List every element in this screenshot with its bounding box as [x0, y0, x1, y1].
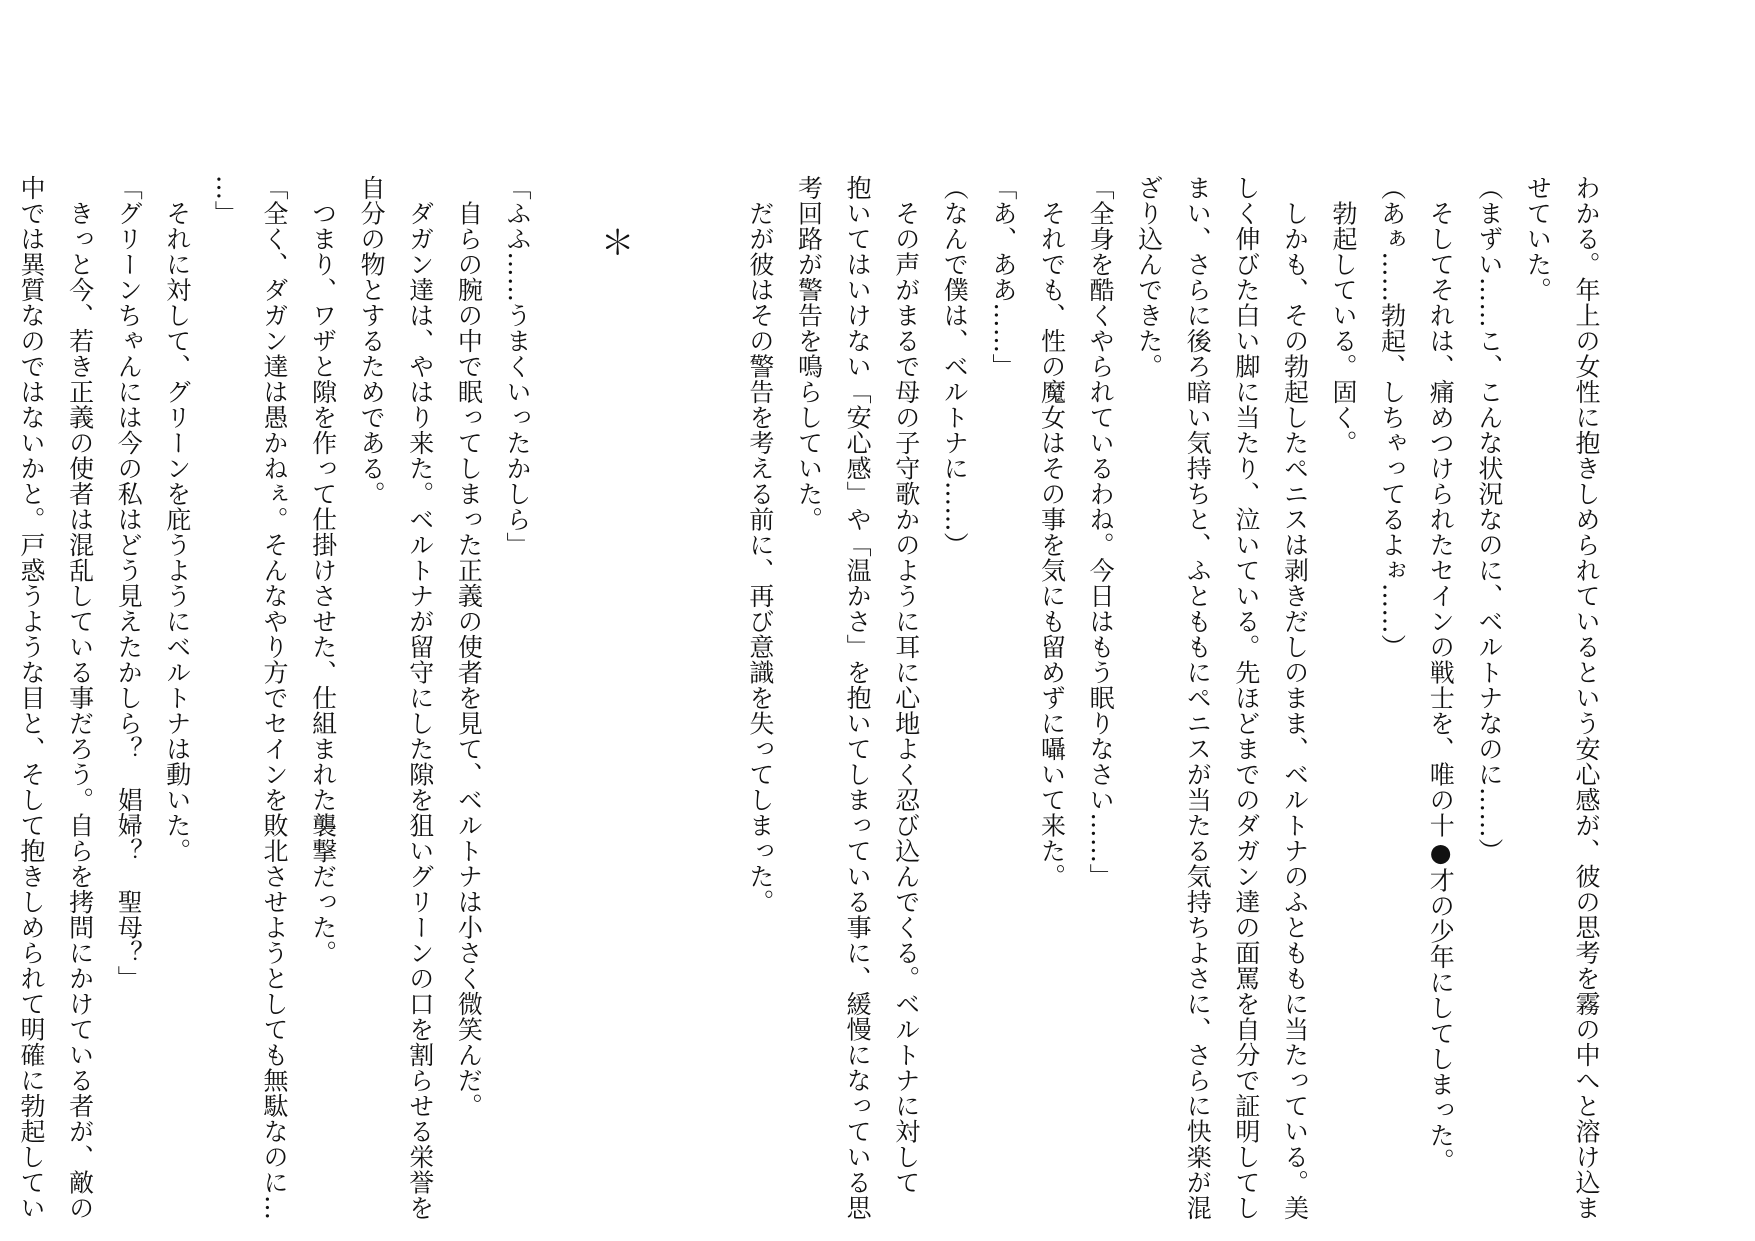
text-line: 「グリーンちゃんには今の私はどう見えたかしら？ 娼婦？ 聖母？」: [114, 175, 144, 991]
text-line: 「ふふ……うまくいったかしら」: [502, 175, 532, 558]
text-line: そしてそれは、痛めつけられたセインの戦士を、唯の十●才の少年にしてしまった。: [1426, 175, 1456, 1174]
text-line: わかる。年上の女性に抱きしめられているという安心感が、彼の思考を霧の中へと溶け込ま: [1572, 175, 1601, 1221]
blank-line: [687, 175, 736, 1095]
text-line: 勃起している。固く。: [1329, 175, 1359, 456]
text-line: 自分の物とするためである。: [357, 175, 387, 507]
text-line: 「全身を酷くやられているわね。今日はもう眠りなさい……」: [1086, 175, 1116, 889]
text-line: それに対して、グリーンを庇うようにベルトナは動いた。: [162, 175, 192, 864]
text-line: 考回路が警告を鳴らしていた。: [794, 175, 824, 532]
text-line: （まずい……こ、こんな状況なのに、ベルトナなのに……）: [1474, 175, 1504, 864]
text-line: しかも、その勃起したペニスは剥きだしのまま、ベルトナのふとももに当たっている。美: [1280, 175, 1310, 1221]
text-line: しく伸びた白い脚に当たり、泣いている。先ほどまでのダガン達の面罵を自分で証明してし: [1231, 175, 1261, 1221]
text-line: （あぁ……勃起、しちゃってるよぉ……）: [1377, 175, 1407, 660]
text-line: きっと今、若き正義の使者は混乱している事だろう。自らを拷問にかけている者が、敵の: [65, 175, 95, 1221]
vertical-text-body: [17, 175, 1610, 1221]
text-line: つまり、ワザと隙を作って仕掛けさせた、仕組まれた襲撃だった。: [308, 175, 338, 966]
blank-line: [638, 175, 687, 1095]
text-line: ダガン達は、やはり来た。ベルトナが留守にした隙を狙いグリーンの口を割らせる栄誉を: [405, 175, 435, 1221]
text-line: 抱いてはいけない「安心感」や「温かさ」を抱いてしまっている事に、緩慢になっている思: [843, 175, 873, 1221]
text-line: その声がまるで母の子守歌かのように耳に心地よく忍び込んでくる。ベルトナに対して: [891, 175, 921, 1195]
text-line: 自らの腕の中で眠ってしまった正義の使者を見て、ベルトナは小さく微笑んだ。: [454, 175, 484, 1119]
text-line: まい、さらに後ろ暗い気持ちと、ふとももにペニスが当たる気持ちよさに、さらに快楽が混: [1183, 175, 1213, 1221]
text-line: 中では異質なのではないかと。戸惑うような目と、そして抱きしめられて明確に勃起してい: [17, 175, 46, 1221]
scene-separator: ＊: [594, 225, 635, 260]
blank-line: [541, 175, 590, 1095]
text-line: ざり込んできた。: [1134, 175, 1164, 379]
text-line: …」: [211, 175, 241, 226]
text-line: 「全く、ダガン達は愚かねぇ。そんなやり方でセインを敗北させようとしても無駄なのに…: [259, 175, 289, 1221]
text-line: せていた。: [1523, 175, 1553, 303]
text-line: 「あ、ああ……」: [988, 175, 1018, 379]
text-line: （なんで僕は、ベルトナに……）: [940, 175, 970, 558]
text-line: だが彼はその警告を考える前に、再び意識を失ってしまった。: [745, 175, 775, 915]
text-line: それでも、性の魔女はその事を気にも留めずに囁いて来た。: [1037, 175, 1067, 889]
